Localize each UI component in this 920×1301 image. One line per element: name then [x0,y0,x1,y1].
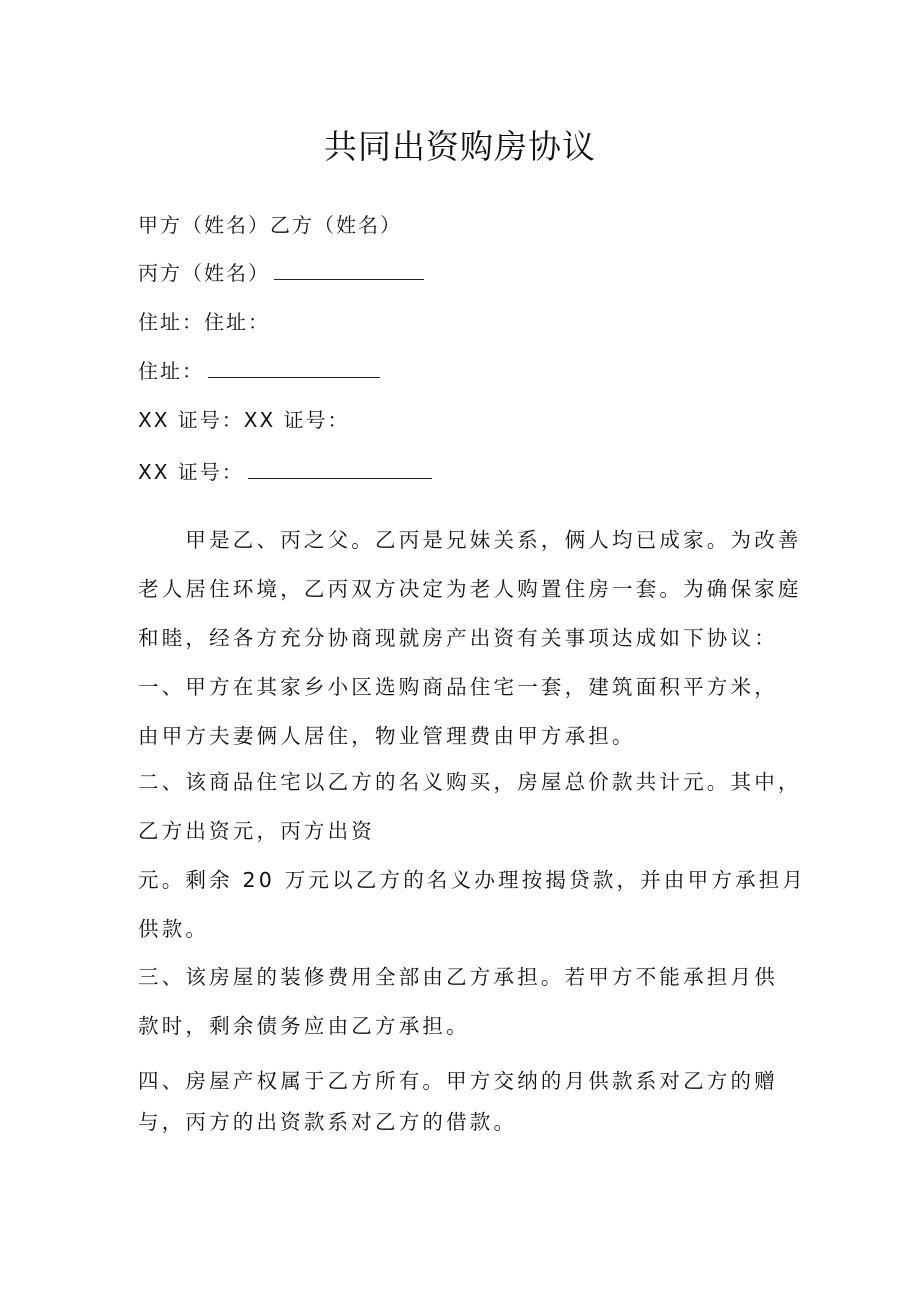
intro-line: 甲是乙、丙之父。乙丙是兄妹关系，俩人均已成家。为改善 [138,528,802,552]
clause-1-paragraph [138,673,798,771]
address-ab-label: 住址：住址： [138,310,270,334]
clause-4-line: 四、房屋产权属于乙方所有。甲方交纳的月供款系对乙方的赠 [138,1069,778,1093]
intro-paragraph [138,526,802,673]
clause-1-line: 一、甲方在其家乡小区选购商品住宅一套，建筑面积平方米， [138,675,778,699]
clause-2-line: 二、该商品住宅以乙方的名义购买，房屋总价款共计元。其中， [138,770,802,794]
clause-4-paragraph [138,1067,798,1157]
id-c-blank[interactable] [248,460,432,479]
address-c-label: 住址： [138,359,204,383]
clause-3-line: 款时，剩余债务应由乙方承担。 [138,1014,470,1038]
clause-2-paragraph [138,768,807,964]
intro-line: 和睦，经各方充分协商现就房产出资有关事项达成如下协议： [138,626,778,650]
parties-ab-line [138,211,402,239]
id-c-line [138,458,432,486]
id-c-label: XX 证号： [138,460,244,484]
parties-ab-label: 甲方（姓名）乙方（姓名） [138,213,402,237]
clause-2-line: 乙方出资元，丙方出资 [138,819,375,843]
intro-line: 老人居住环境，乙丙双方决定为老人购置住房一套。为确保家庭 [138,577,802,601]
clause-4-line: 与，丙方的出资款系对乙方的借款。 [138,1110,518,1134]
party-c-label: 丙方（姓名） [138,261,270,285]
party-c-line [138,259,424,287]
clause-2-line: 供款。 [138,917,210,941]
clause-3-paragraph [138,963,798,1061]
id-ab-label: XX 证号：XX 证号： [138,408,350,432]
clause-3-line: 三、该房屋的装修费用全部由乙方承担。若甲方不能承担月供 [138,965,778,989]
clause-2-line: 元。剩余 20 万元以乙方的名义办理按揭贷款，并由甲方承担月 [138,868,807,892]
address-ab-line [138,308,270,336]
clause-1-line: 由甲方夫妻俩人居住，物业管理费由甲方承担。 [138,724,636,748]
document-title: 共同出资购房协议 [324,127,596,166]
address-c-line [138,357,380,385]
id-ab-line [138,406,350,434]
address-c-blank[interactable] [208,359,380,378]
party-c-blank[interactable] [274,261,424,280]
